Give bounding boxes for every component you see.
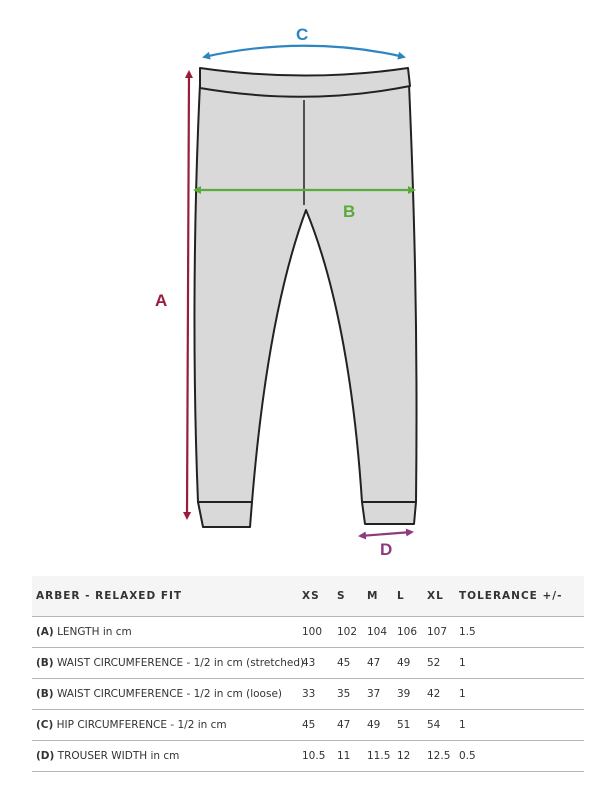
row-label-text: WAIST CIRCUMFERENCE - 1/2 in cm (stretched) <box>56 656 305 669</box>
cell-xs: 10.5 <box>302 749 326 762</box>
cuff-right <box>362 502 416 524</box>
cell-xs: 100 <box>302 625 323 638</box>
row-label <box>32 709 302 740</box>
label-a: A <box>155 291 168 310</box>
cell-l: 106 <box>397 625 418 638</box>
header-fit: ARBER - RELAXED FIT <box>36 589 183 602</box>
row-code: (B) <box>36 656 54 669</box>
label-c: C <box>296 25 309 44</box>
pants-illustration <box>194 68 416 527</box>
row-label-text: HIP CIRCUMFERENCE - 1/2 in cm <box>56 718 227 731</box>
header-tolerance: TOLERANCE +/- <box>459 589 563 602</box>
row-code: (D) <box>36 749 55 762</box>
table-header-row <box>32 576 584 616</box>
cell-tolerance: 1 <box>459 718 466 731</box>
cell-xl: 54 <box>427 718 441 731</box>
cell-tolerance: 0.5 <box>459 749 476 762</box>
cell-tolerance: 1 <box>459 656 466 669</box>
row-code: (B) <box>36 687 54 700</box>
cell-tolerance: 1.5 <box>459 625 476 638</box>
table-row <box>32 647 584 678</box>
header-xl: XL <box>427 589 444 602</box>
cell-m: 11.5 <box>367 749 391 762</box>
row-label-text: WAIST CIRCUMFERENCE - 1/2 in cm (loose) <box>56 687 282 700</box>
cell-l: 51 <box>397 718 411 731</box>
arrow-a <box>187 72 189 518</box>
header-l: L <box>397 589 405 602</box>
table-row <box>32 709 584 740</box>
label-d: D <box>380 540 393 559</box>
row-code: (C) <box>36 718 54 731</box>
cell-xs: 43 <box>302 656 316 669</box>
row-label <box>32 678 302 709</box>
row-label-text: TROUSER WIDTH in cm <box>57 749 180 762</box>
cell-xl: 52 <box>427 656 441 669</box>
cell-s: 47 <box>337 718 351 731</box>
cell-s: 11 <box>337 749 351 762</box>
arrow-c <box>204 46 404 57</box>
cell-xl: 12.5 <box>427 749 451 762</box>
header-m: M <box>367 589 379 602</box>
header-xs: XS <box>302 589 320 602</box>
cell-tolerance: 1 <box>459 687 466 700</box>
cell-s: 35 <box>337 687 351 700</box>
table-row <box>32 616 584 647</box>
cell-xl: 42 <box>427 687 441 700</box>
table-row <box>32 740 584 771</box>
cell-xl: 107 <box>427 625 448 638</box>
row-label <box>32 740 302 771</box>
size-chart-table <box>32 576 584 772</box>
cell-m: 37 <box>367 687 381 700</box>
cell-s: 102 <box>337 625 358 638</box>
label-b: B <box>343 202 356 221</box>
cell-l: 49 <box>397 656 411 669</box>
row-label <box>32 616 302 647</box>
cell-m: 47 <box>367 656 381 669</box>
header-s: S <box>337 589 346 602</box>
table-row <box>32 678 584 709</box>
cell-l: 39 <box>397 687 411 700</box>
arrow-d <box>360 532 412 536</box>
row-code: (A) <box>36 625 54 638</box>
cell-m: 104 <box>367 625 388 638</box>
pants-body <box>194 84 416 502</box>
cell-l: 12 <box>397 749 411 762</box>
row-label <box>32 647 305 678</box>
cell-xs: 45 <box>302 718 316 731</box>
cuff-left <box>198 502 252 527</box>
cell-xs: 33 <box>302 687 316 700</box>
row-label-text: LENGTH in cm <box>57 625 132 638</box>
cell-s: 45 <box>337 656 351 669</box>
cell-m: 49 <box>367 718 381 731</box>
